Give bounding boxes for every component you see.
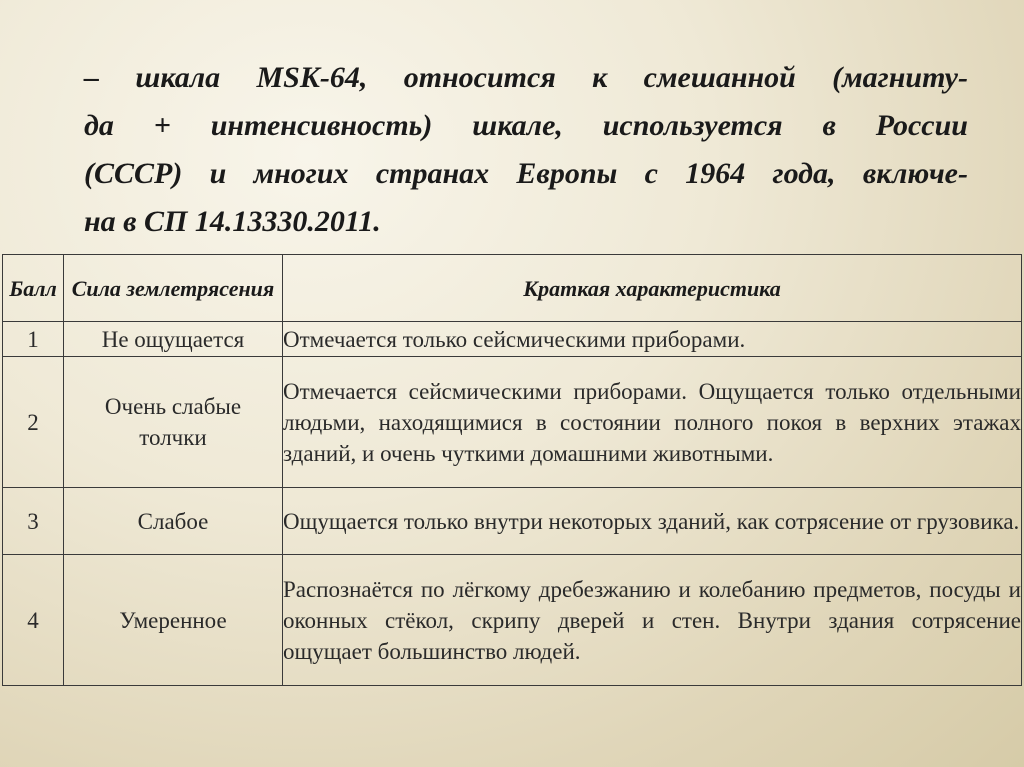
cell-force — [64, 322, 283, 357]
table-header-row — [3, 255, 1022, 322]
cell-force-label: Умеренное — [119, 607, 227, 633]
header-ball: Балл — [3, 255, 64, 322]
cell-force-label: Очень слабые толчки — [104, 394, 242, 450]
header-force-label: Сила землетрясения — [71, 275, 275, 301]
cell-force-label: Слабое — [137, 508, 209, 534]
cell-force — [64, 488, 283, 555]
table-row — [3, 488, 1022, 555]
table-row — [3, 555, 1022, 686]
header-description: Краткая характеристика — [283, 255, 1022, 322]
intro-line: – шкала MSK-64, относится к смешанной (магниту- — [84, 61, 968, 94]
cell-force-label: Не ощущается — [101, 326, 245, 352]
intro-line: на в СП 14.13330.2011. — [84, 205, 381, 238]
table-row — [3, 357, 1022, 488]
cell-ball: 1 — [3, 322, 64, 357]
table-row — [3, 322, 1022, 357]
intro-paragraph — [84, 54, 968, 246]
cell-force — [64, 357, 283, 488]
cell-force — [64, 555, 283, 686]
cell-ball: 4 — [3, 555, 64, 686]
intro-line: (СССР) и многих странах Европы с 1964 года, включе- — [84, 157, 968, 190]
cell-ball: 3 — [3, 488, 64, 555]
cell-description: Отмечается только сейсмическими приборами. — [283, 322, 1022, 357]
msk64-scale-table — [2, 254, 1022, 686]
intro-line: да + интенсивность) шкале, используется в России — [84, 109, 968, 142]
cell-ball: 2 — [3, 357, 64, 488]
cell-description: Ощущается только внутри некоторых зданий, как сотрясение от грузовика. — [283, 488, 1022, 555]
cell-description: Распознаётся по лёгкому дребезжанию и колебанию предметов, посуды и оконных стёкол, скрипу дверей и стен. Внутри здания сотрясение ощущает большинство людей. — [283, 555, 1022, 686]
header-force — [64, 255, 283, 322]
cell-description: Отмечается сейсмическими приборами. Ощущается только отдельными людьми, находящимися в состоянии полного покоя в верхних этажах зданий, и очень чуткими домашними животными. — [283, 357, 1022, 488]
